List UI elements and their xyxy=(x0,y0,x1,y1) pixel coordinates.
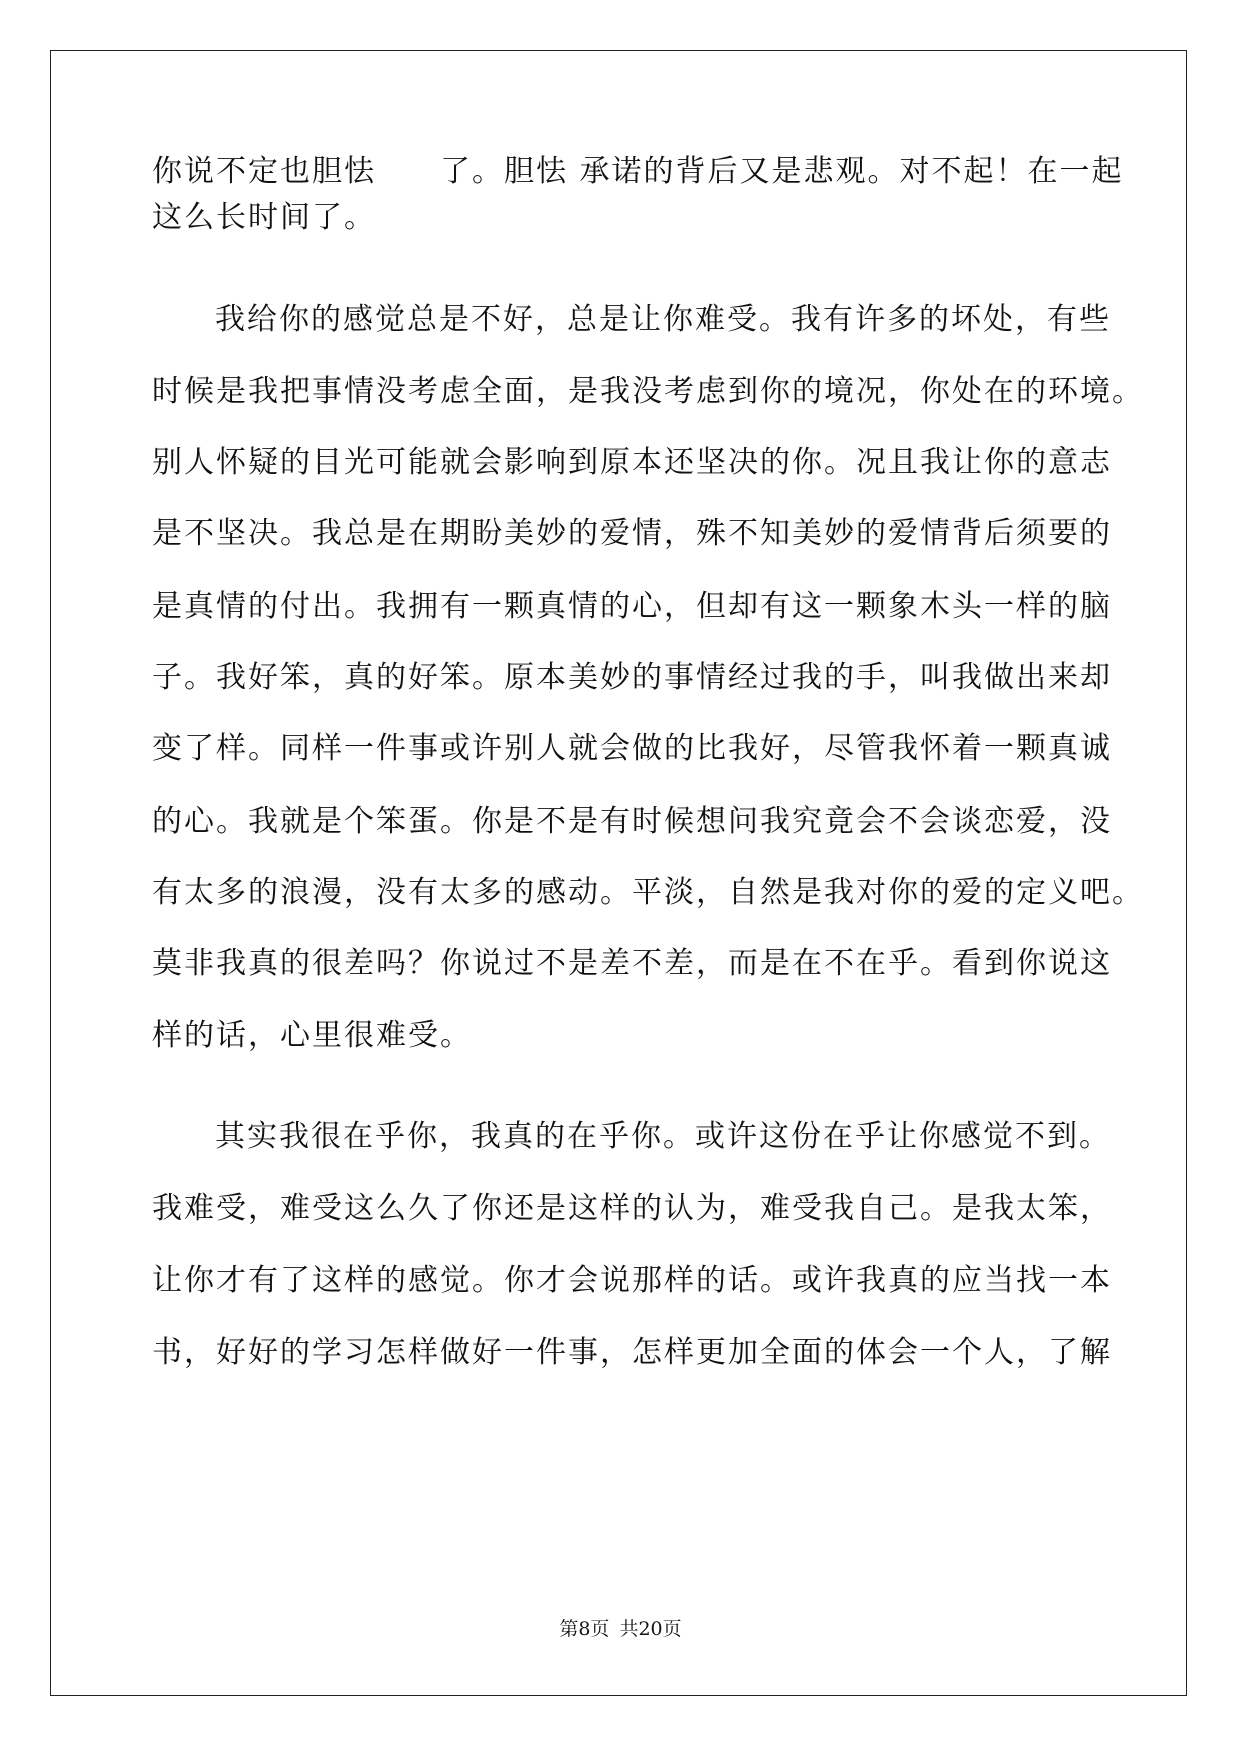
text-line: 别人怀疑的目光可能就会影响到原本还坚决的你。况且我让你的意志 xyxy=(152,445,1112,480)
text-line: 子。我好笨，真的好笨。原本美妙的事情经过我的手，叫我做出来却 xyxy=(152,660,1112,695)
paragraph-start-line: 其实我很在乎你，我真的在乎你。或许这份在乎让你感觉不到。 xyxy=(215,1119,1111,1154)
page-number: 第8页 xyxy=(559,1618,610,1640)
text-line: 是不坚决。我总是在期盼美妙的爱情，殊不知美妙的爱情背后须要的 xyxy=(152,516,1112,551)
text-line: 莫非我真的很差吗？你说过不是差不差，而是在不在乎。看到你说这 xyxy=(152,946,1112,981)
text-line: 我难受，难受这么久了你还是这样的认为，难受我自己。是我太笨， xyxy=(152,1191,1112,1226)
text-line: 有太多的浪漫，没有太多的感动。平淡，自然是我对你的爱的定义吧。 xyxy=(152,875,1144,910)
paragraph-start-line: 我给你的感觉总是不好，总是让你难受。我有许多的坏处，有些 xyxy=(215,302,1111,337)
page-footer xyxy=(0,1617,1241,1641)
text-line: 这么长时间了。 xyxy=(152,200,376,235)
text-line: 的心。我就是个笨蛋。你是不是有时候想问我究竟会不会谈恋爱，没 xyxy=(152,804,1112,839)
text-line: 让你才有了这样的感觉。你才会说那样的话。或许我真的应当找一本 xyxy=(152,1263,1112,1298)
text-line: 你说不定也胆怯 了。胆怯 承诺的背后又是悲观。对不起！在一起 xyxy=(152,154,1124,189)
page-total: 共20页 xyxy=(619,1618,682,1640)
text-line: 样的话，心里很难受。 xyxy=(152,1018,472,1053)
text-line: 时候是我把事情没考虑全面，是我没考虑到你的境况，你处在的环境。 xyxy=(152,374,1144,409)
text-line: 是真情的付出。我拥有一颗真情的心，但却有这一颗象木头一样的脑 xyxy=(152,589,1112,624)
text-line: 变了样。同样一件事或许别人就会做的比我好，尽管我怀着一颗真诚 xyxy=(152,731,1112,766)
text-line: 书，好好的学习怎样做好一件事，怎样更加全面的体会一个人，了解 xyxy=(152,1335,1112,1370)
